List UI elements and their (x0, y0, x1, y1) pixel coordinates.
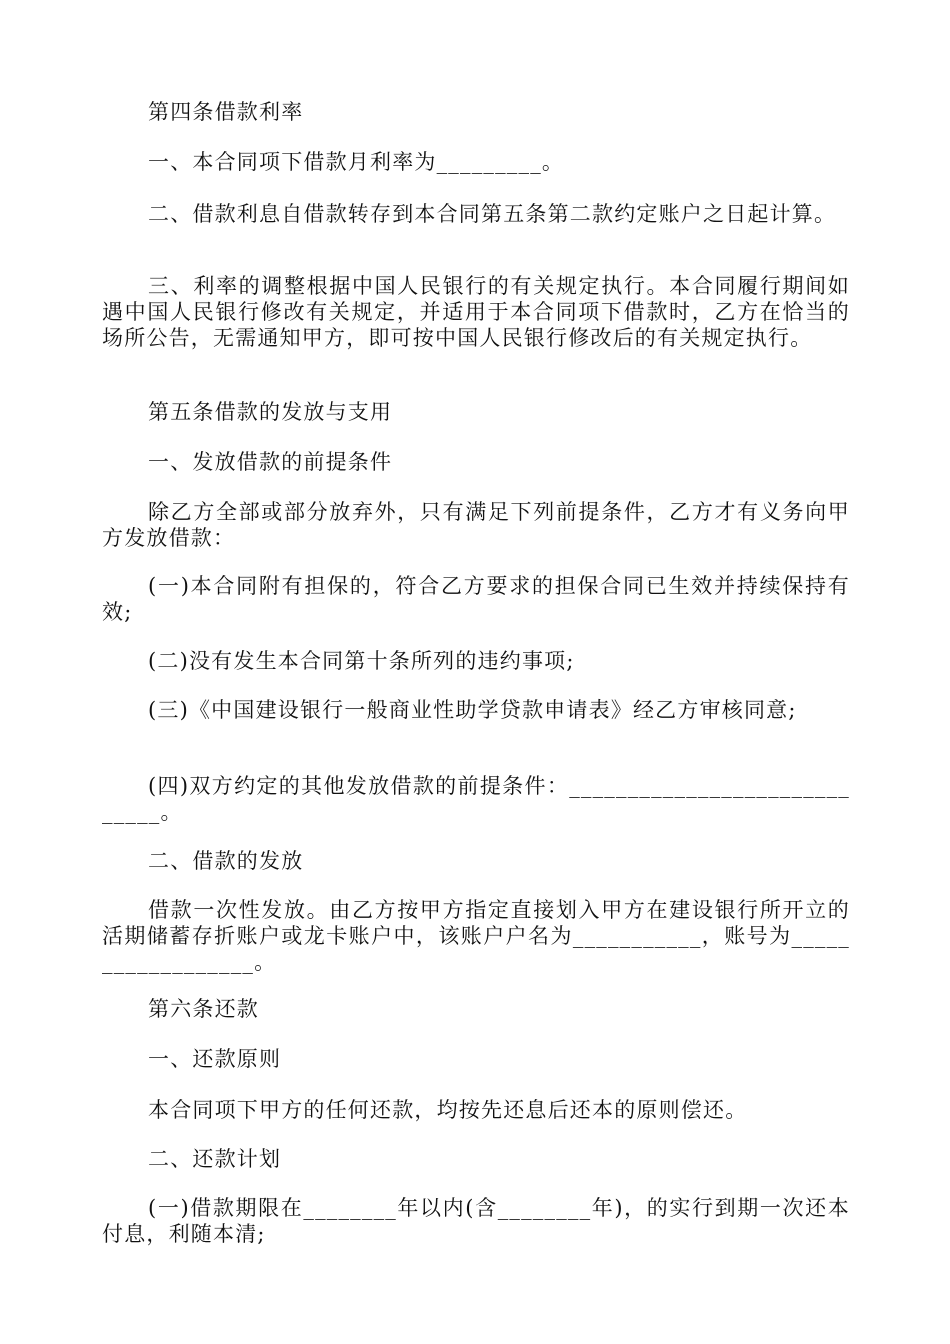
clause-repayment-plan: 二、还款计划 (148, 1147, 282, 1171)
clause-repayment-principle: 一、还款原则 (148, 1047, 282, 1071)
clause-disbursement-detail: 借款一次性发放。由乙方按甲方指定直接划入甲方在建设银行所开立的活期储蓄存折账户或龙卡账户中，该账户户名为___________，账号为__________________。 (102, 898, 850, 974)
clause-loan-disbursement: 二、借款的发放 (148, 849, 304, 873)
condition-3: (三)《中国建设银行一般商业性助学贷款申请表》经乙方审核同意; (148, 698, 797, 722)
plan-item-1: (一)借款期限在________年以内(含________年)，的实行到期一次还本付息，利随本清; (102, 1196, 850, 1246)
clause-conditions-intro: 除乙方全部或部分放弃外，只有满足下列前提条件，乙方才有义务向甲方发放借款： (102, 500, 850, 550)
condition-2: (二)没有发生本合同第十条所列的违约事项; (148, 649, 575, 673)
clause-monthly-rate: 一、本合同项下借款月利率为_________。 (148, 150, 565, 174)
clause-rate-adjustment: 三、利率的调整根据中国人民银行的有关规定执行。本合同履行期间如遇中国人民银行修改有关规定，并适用于本合同项下借款时，乙方在恰当的场所公告，无需通知甲方，即可按中国人民银行修改后的有关规定执行。 (102, 274, 850, 350)
article-6-heading: 第六条还款 (148, 997, 259, 1021)
article-5-heading: 第五条借款的发放与支用 (148, 400, 393, 424)
condition-4: (四)双方约定的其他发放借款的前提条件：_____________________________。 (102, 774, 850, 824)
clause-interest-start: 二、借款利息自借款转存到本合同第五条第二款约定账户之日起计算。 (148, 202, 837, 226)
condition-1: (一)本合同附有担保的，符合乙方要求的担保合同已生效并持续保持有效; (102, 574, 850, 624)
clause-loan-conditions: 一、发放借款的前提条件 (148, 450, 393, 474)
clause-repayment-rule: 本合同项下甲方的任何还款，均按先还息后还本的原则偿还。 (148, 1098, 748, 1122)
article-4-heading: 第四条借款利率 (148, 100, 304, 124)
